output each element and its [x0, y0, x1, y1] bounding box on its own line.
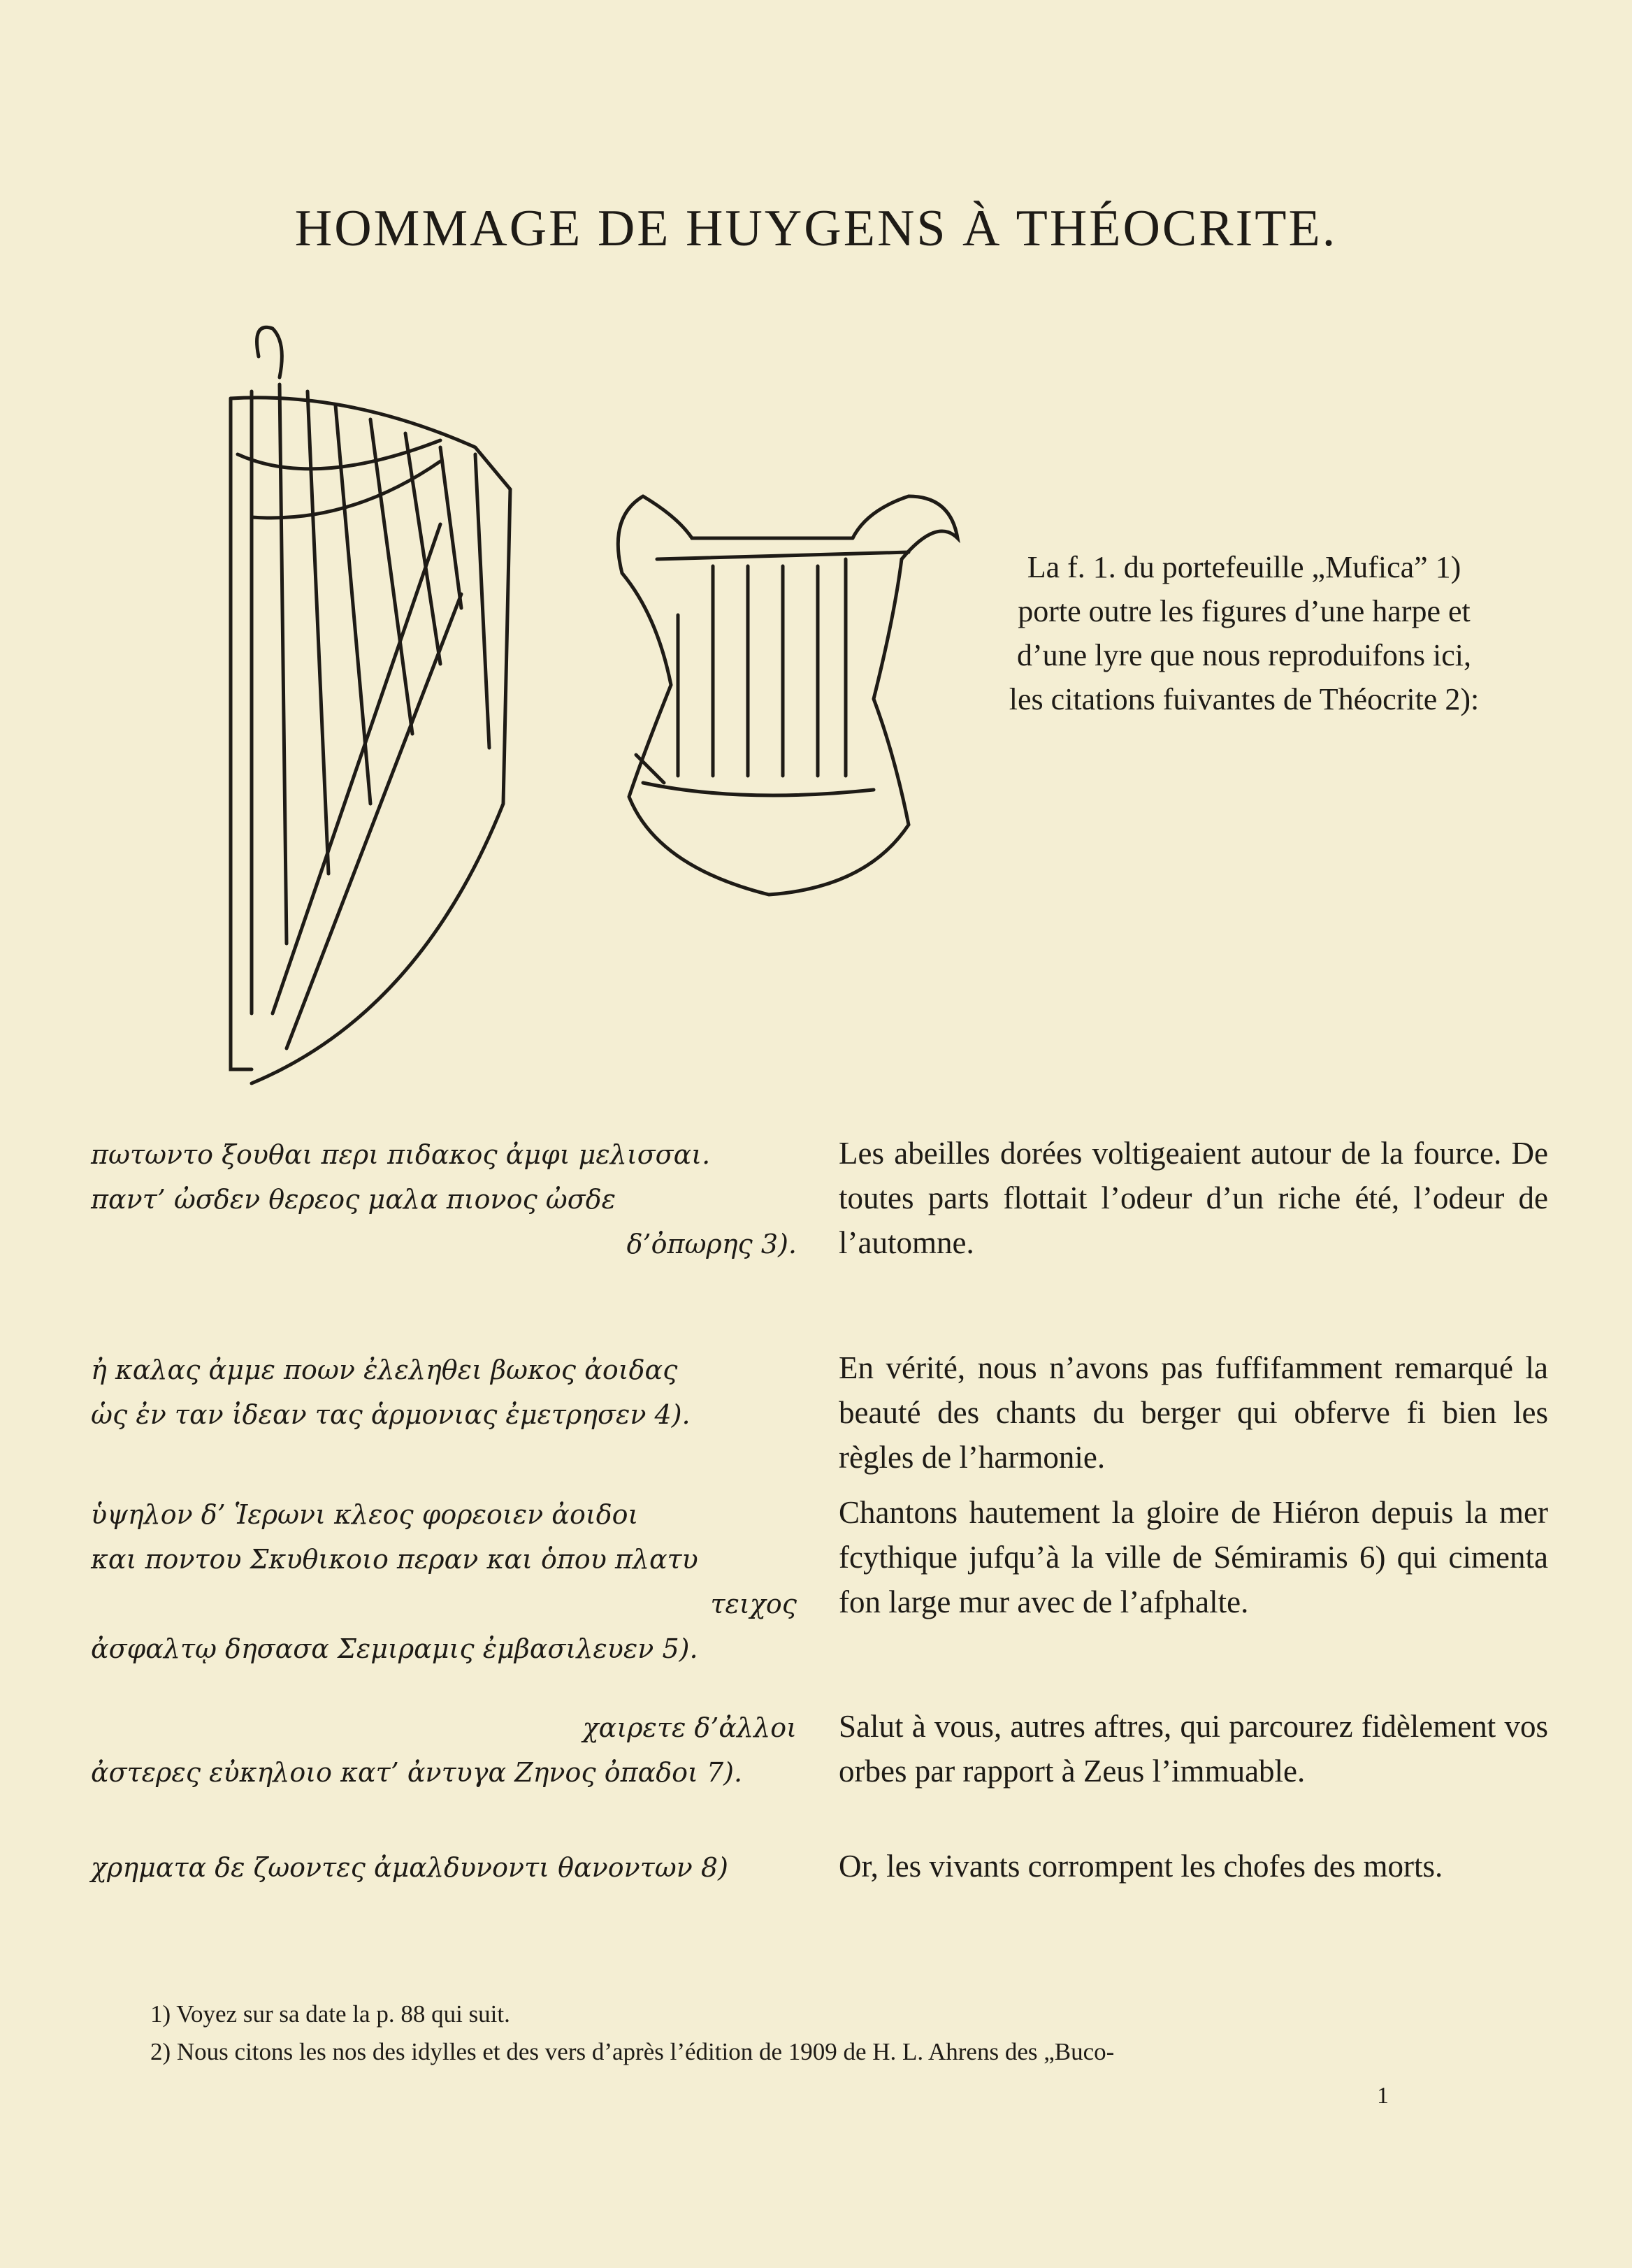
greek-line: τειχος	[710, 1589, 797, 1619]
greek-quote-2	[91, 1348, 797, 1437]
greek-line: χρηματα δε ζωοντες ἀμαλδυνοντι θανοντων 8)	[91, 1852, 728, 1883]
page-title: HOMMAGE DE HUYGENS À THÉOCRITE.	[294, 200, 1338, 257]
french-translation-1: Les abeilles dorées voltigeaient autour de la fource. De toutes parts flottait l’odeur d’un riche été, l’odeur de l’automne.	[839, 1136, 1548, 1260]
french-translation-2: En vérité, nous n’avons pas fuffifamment remarqué la beauté des chants du berger qui obferve fi bien les règles de l’harmonie.	[839, 1350, 1548, 1475]
french-translation-3: Chantons hautement la gloire de Hiéron depuis la mer fcythique jufqu’à la ville de Sémiramis 6) qui cimenta fon large mur avec de l’afphalte.	[839, 1495, 1548, 1619]
greek-line: δ’ὀπωρης 3).	[626, 1229, 797, 1259]
greek-quote-4	[91, 1705, 797, 1795]
greek-line: πωτωντο ξουθαι περι πιδακος ἀμφι μελισσαι.	[91, 1139, 711, 1170]
greek-quote-3	[91, 1492, 797, 1671]
footnotes	[150, 1995, 1513, 2071]
greek-line: ἠ καλας ἀμμε πoων ἐλεληθει βωκος ἀοιδας	[91, 1355, 678, 1385]
greek-line: παντ’ ὠσδεν θερεος μαλα πιονος ὠσδε	[91, 1184, 616, 1215]
footnote-1: 1) Voyez sur sa date la p. 88 qui suit.	[150, 2000, 510, 2028]
greek-quote-1	[91, 1132, 797, 1266]
page-number: 1	[1377, 2083, 1389, 2109]
greek-line: ὑψηλον δ’ Ἱερωνι κλεος φορεοιεν ἀοιδοι	[91, 1499, 639, 1530]
greek-line: ὡς ἐν ταν ἰδεαν τας ἁρμονιας ἐμετρησεν 4).	[91, 1399, 691, 1430]
greek-quote-5	[91, 1845, 797, 1890]
greek-line: χαιρετε δ’ἀλλοι	[582, 1712, 797, 1743]
figure-caption: La f. 1. du portefeuille „Mufica” 1) porte outre les figures d’une harpe et d’une lyre que nous reproduifons ici, les citations fuivantes de Théocrite 2):	[1009, 550, 1480, 716]
footnote-2: 2) Nous citons les nos des idylles et des vers d’après l’édition de 1909 de H. L. Ahrens des „Buco-	[150, 2038, 1115, 2065]
french-translation-4: Salut à vous, autres aftres, qui parcourez fidèlement vos orbes par rapport à Zeus l’immuable.	[839, 1709, 1548, 1789]
greek-line: ἀστερες εὐκηλοιο κατ’ ἀντυγα Ζηνος ὀπαδοι 7).	[91, 1757, 743, 1788]
french-translation-5: Or, les vivants corrompent les chofes des morts.	[839, 1849, 1443, 1884]
harp-drawing	[210, 315, 517, 1090]
lyre-drawing	[601, 475, 965, 923]
greek-line: ἀσφαλτῳ δησασα Σεμιραμις ἐμβασιλευεν 5).	[91, 1633, 698, 1664]
greek-line: και ποντου Σκυθικοιο περαν και ὁπου πλατυ	[91, 1544, 698, 1575]
